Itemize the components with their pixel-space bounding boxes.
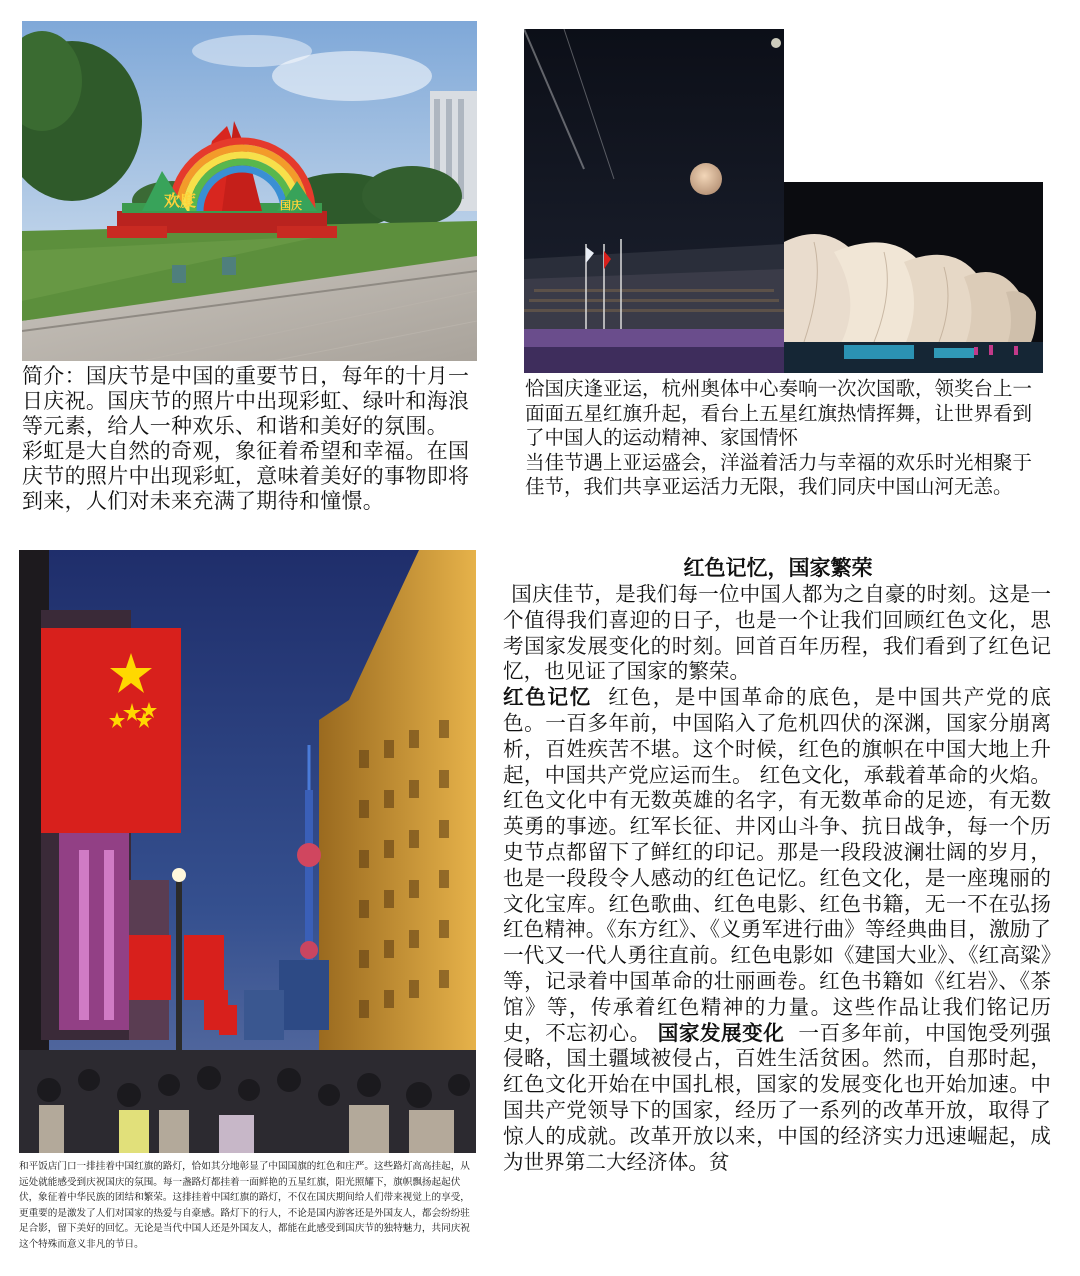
peace-hotel-flags-caption	[19, 1159, 477, 1271]
national-day-intro-caption	[22, 364, 480, 514]
essay-intro-paragraph	[503, 582, 1051, 685]
national-day-sculpture-photo	[22, 21, 477, 361]
essay-section-red-memory	[503, 685, 1051, 1175]
peace-hotel-caption-text: 和平饭店门口一排挂着中国红旗的路灯，恰如其分地彰显了中国国旗的红色和庄严。这些路灯高高挂起，从远处就能感受到庆祝国庆的氛围。每一盏路灯都挂着一面鲜艳的五星红旗，阳光照耀下，旗帜飘扬起起伏伏，象征着中华民族的团结和繁荣。这排挂着中国红旗的路灯，不仅在国庆期间给人们带来视觉上的享受，更重要的是激发了人们对国家的热爱与自豪感。路灯下的行人，不论是国内游客还是外国友人，都会纷纷驻足合影，留下美好的回忆。无论是当代中国人还是外国友人，都能在此感受到国庆节的独特魅力，共同庆祝这个特殊而意义非凡的节日。	[19, 1161, 470, 1250]
bund-street-flags-photo	[19, 550, 476, 1153]
intro-caption-paragraph-1: 简介：国庆节是中国的重要节日，每年的十月一日庆祝。国庆节的照片中出现彩虹、绿叶和海浪等元素，给人一种欢乐、和谐和美好的氛围。	[22, 364, 470, 438]
section-heading-national-development: 国家发展变化	[657, 1020, 785, 1045]
sign-text-left: 欢度	[164, 191, 197, 210]
intro-caption-paragraph-2: 彩虹是大自然的奇观，象征着希望和幸福。在国庆节的照片中出现彩虹，意味着美好的事物即将到来，人们对未来充满了期待和憧憬。	[22, 439, 470, 513]
asian-games-caption-paragraph-1: 恰国庆逢亚运，杭州奥体中心奏响一次次国歌，领奖台上一面面五星红旗升起，看台上五星红旗热情挥舞，让世界看到了中国人的运动精神、家国情怀	[525, 377, 1033, 449]
section-heading-red-memory: 红色记忆	[503, 685, 592, 710]
essay-intro-text: 国庆佳节，是我们每一位中国人都为之自豪的时刻。这是一个值得我们喜迎的日子，也是一个让我们回顾红色文化，思考国家发展变化的时刻。回首百年历程，我们看到了红色记忆，也见证了国家的繁荣。	[503, 582, 1051, 684]
section-body-red-memory: 红色，是中国革命的底色，是中国共产党的底色。一百多年前，中国陷入了危机四伏的深渊，国家分崩离析，百姓疾苦不堪。这个时候，红色的旗帜在中国大地上升起，中国共产党应运而生。 红色文化，承载着革命的火焰。红色文化中有无数英雄的名字，有无数革命的足迹，有无数英勇的事迹。红军长征、井冈山斗争、抗日战争，每一个历史节点都留下了鲜红的印记。那是一段段波澜壮阔的岁月，也是一段段令人感动的红色记忆。红色文化，是一座瑰丽的文化宝库。红色歌曲、红色电影、红色书籍，无一不在弘扬红色精神。《东方红》、《义勇军进行曲》等经典曲目，激励了一代又一代人勇往直前。红色电影如《建国大业》、《红高粱》等，记录着中国革命的壮丽画卷。红色书籍如《红岩》、《茶馆》等，传承着红色精神的力量。这些作品让我们铭记历史，不忘初心。	[503, 685, 1051, 1045]
essay-body	[503, 582, 1051, 1272]
stadium-night-photo	[524, 29, 784, 373]
section-body-national-development: 一百多年前，中国饱受列强侵略，国土疆域被侵占，百姓生活贫困。然而，自那时起，红色文化开始在中国扎根，国家的发展变化也开始加速。中国共产党领导下的国家，经历了一系列的改革开放，取得了惊人的成就。改革开放以来，中国的经济实力迅速崛起，成为世界第二大经济体。贫	[503, 1020, 1051, 1174]
lotus-stadium-photo	[784, 182, 1043, 373]
asian-games-caption	[525, 377, 1049, 500]
essay-title: 红色记忆，国家繁荣	[683, 556, 873, 580]
asian-games-caption-paragraph-2: 当佳节遇上亚运盛会，洋溢着活力与幸福的欢乐时光相聚于佳节，我们共享亚运活力无限，我们同庆中国山河无恙。	[525, 450, 1033, 498]
sign-text-right: 国庆	[280, 199, 302, 212]
